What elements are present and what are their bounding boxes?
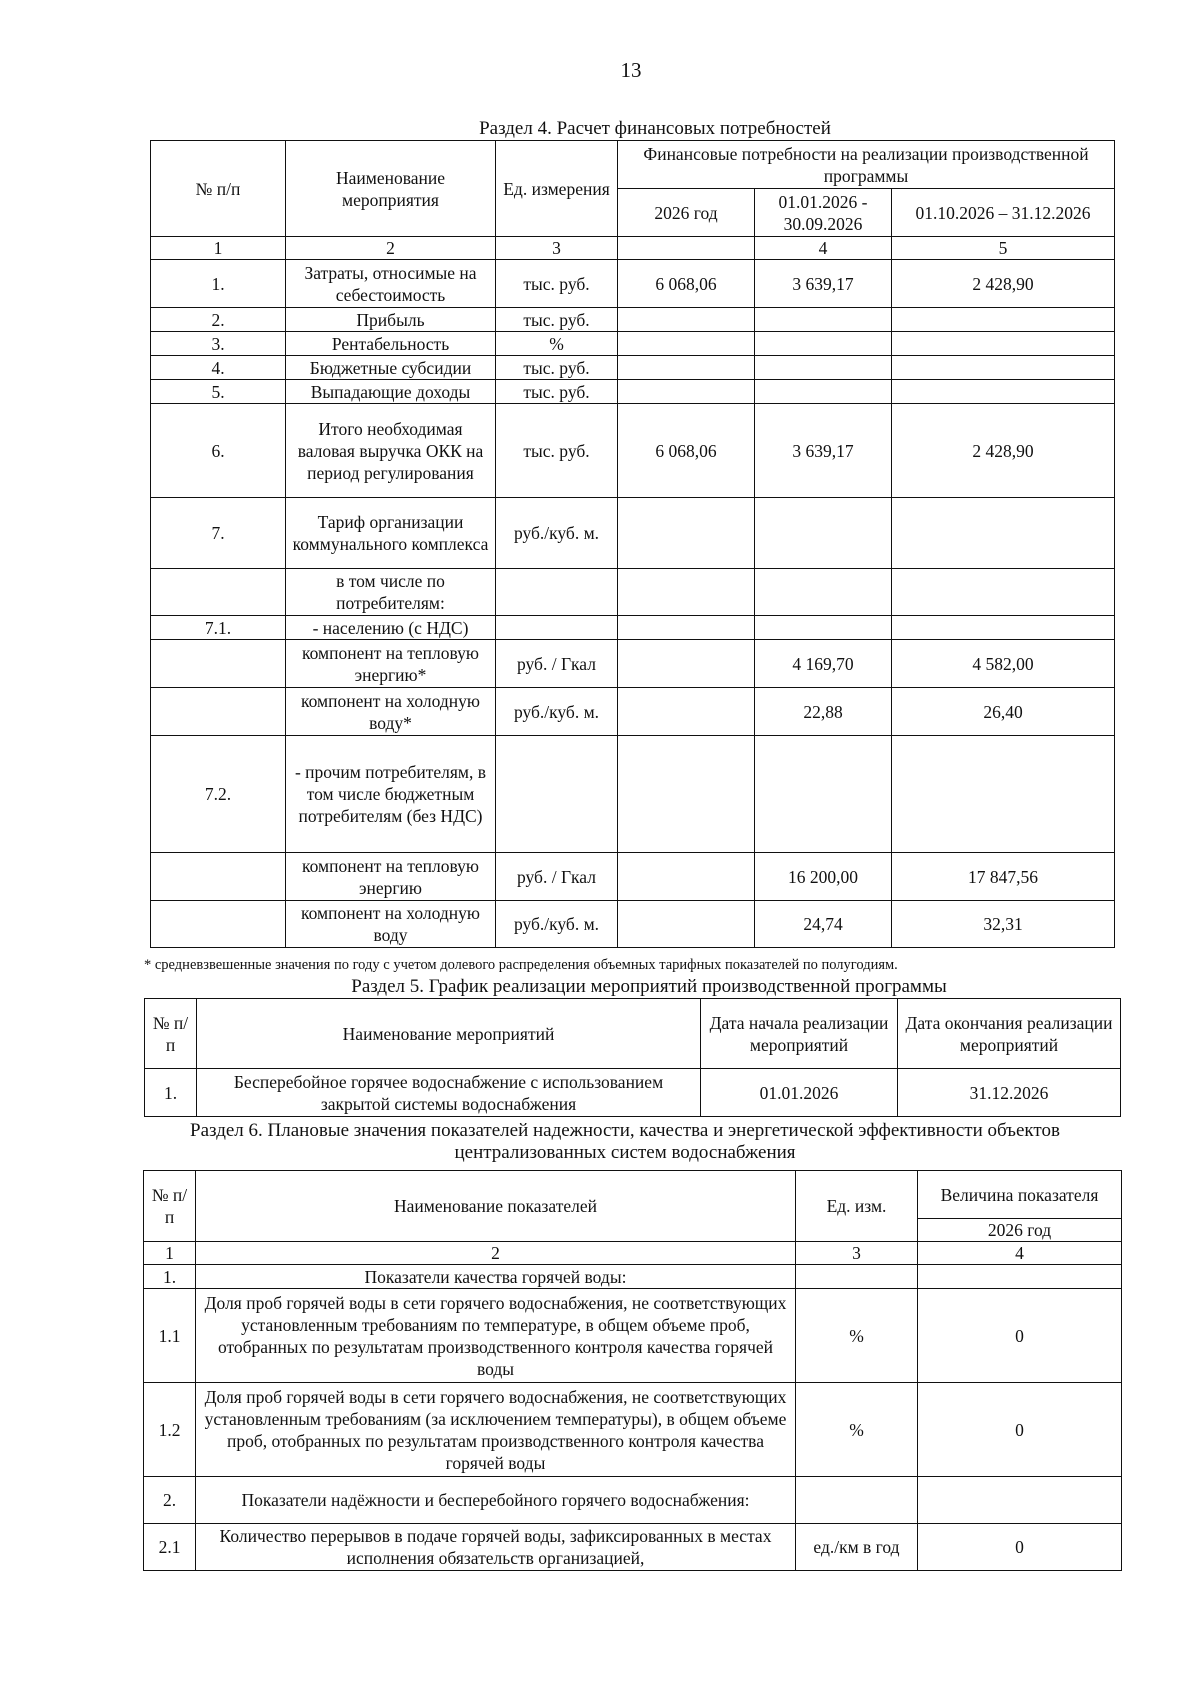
colnum [618, 237, 755, 260]
table-row-num [151, 640, 286, 688]
table-row-vp2: 32,31 [892, 901, 1115, 948]
table-row-vp1: 16 200,00 [755, 853, 892, 901]
colnum: 2 [286, 237, 496, 260]
table-row-vp2 [892, 569, 1115, 616]
table-row-v2026 [618, 616, 755, 640]
table-row-num: 1. [144, 1265, 196, 1289]
table-row-name: в том числе по потребителям: [286, 569, 496, 616]
table-row-num [151, 853, 286, 901]
table-row-vp1 [755, 308, 892, 332]
table-row-unit: руб./куб. м. [496, 688, 618, 736]
colnum: 4 [755, 237, 892, 260]
header-period1: 01.01.2026 - 30.09.2026 [755, 189, 892, 237]
table-row-vp1 [755, 616, 892, 640]
table-row-vp1: 3 639,17 [755, 260, 892, 308]
table-row-value: 0 [918, 1524, 1122, 1571]
table-row-unit: ед./км в год [796, 1524, 918, 1571]
table-row-vp1 [755, 332, 892, 356]
table-row-name: Доля проб горячей воды в сети горячего водоснабжения, не соответствующих установленным требованиям (за исключением температуры), в общем объеме проб, отобранных по результатам производственного контроля качества горячей воды [196, 1383, 796, 1477]
colnum: 4 [918, 1242, 1122, 1265]
section5-table [144, 998, 1121, 1117]
footnote: * средневзвешенные значения по году с учетом долевого распределения объемных тарифных показателей по полугодиям. [144, 957, 898, 973]
page-number: 13 [620, 58, 642, 82]
table-row-unit: тыс. руб. [496, 356, 618, 380]
table-row-v2026 [618, 569, 755, 616]
section4-title: Раздел 4. Расчет финансовых потребностей [479, 118, 831, 139]
table-row-unit: руб./куб. м. [496, 498, 618, 569]
table-row-v2026 [618, 688, 755, 736]
table-row-v2026 [618, 853, 755, 901]
header-period2: 01.10.2026 – 31.12.2026 [892, 189, 1115, 237]
table-row-v2026 [618, 498, 755, 569]
table-row-unit: тыс. руб. [496, 380, 618, 404]
table-row-vp2: 2 428,90 [892, 404, 1115, 498]
table-row-num [151, 901, 286, 948]
table-row-value [918, 1265, 1122, 1289]
table-row-vp2 [892, 380, 1115, 404]
table-row-num: 1.2 [144, 1383, 196, 1477]
section4-table [150, 140, 1115, 948]
table-row-v2026 [618, 308, 755, 332]
table-row-name: Количество перерывов в подаче горячей воды, зафиксированных в местах исполнения обязательств организацией, [196, 1524, 796, 1571]
table-row-num: 7.1. [151, 616, 286, 640]
header-unit: Ед. измерения [496, 141, 618, 237]
table-row-vp1 [755, 498, 892, 569]
table-row-num: 2. [144, 1477, 196, 1524]
header-name: Наименование показателей [196, 1171, 796, 1242]
table-row-unit: тыс. руб. [496, 404, 618, 498]
table-row-vp1 [755, 356, 892, 380]
table-row-name: Показатели качества горячей воды: [196, 1265, 796, 1289]
table-row-name: Итого необходимая валовая выручка ОКК на период регулирования [286, 404, 496, 498]
table-row-num: 1. [145, 1069, 197, 1117]
table-row-name: компонент на холодную воду [286, 901, 496, 948]
table-row-vp2 [892, 356, 1115, 380]
header-value: Величина показателя [918, 1171, 1122, 1219]
header-num: № п/п [151, 141, 286, 237]
header-year: 2026 год [918, 1219, 1122, 1242]
table-row-v2026 [618, 736, 755, 853]
header-end: Дата окончания реализации мероприятий [898, 999, 1121, 1069]
header-start: Дата начала реализации мероприятий [701, 999, 898, 1069]
table-row-unit: % [796, 1289, 918, 1383]
table-row-name: Бюджетные субсидии [286, 356, 496, 380]
table-row-v2026: 6 068,06 [618, 260, 755, 308]
table-row-vp1 [755, 569, 892, 616]
table-row-v2026 [618, 332, 755, 356]
table-row-num: 1.1 [144, 1289, 196, 1383]
table-row-vp1: 22,88 [755, 688, 892, 736]
colnum: 3 [496, 237, 618, 260]
table-row-vp2 [892, 498, 1115, 569]
header-unit: Ед. изм. [796, 1171, 918, 1242]
table-row-end: 31.12.2026 [898, 1069, 1121, 1117]
table-row-vp2 [892, 332, 1115, 356]
table-row-vp2: 2 428,90 [892, 260, 1115, 308]
table-row-v2026 [618, 901, 755, 948]
table-row-vp1 [755, 736, 892, 853]
table-row-unit: % [496, 332, 618, 356]
table-row-num: 4. [151, 356, 286, 380]
table-row-vp2: 4 582,00 [892, 640, 1115, 688]
table-row-name: Выпадающие доходы [286, 380, 496, 404]
table-row-vp1: 3 639,17 [755, 404, 892, 498]
table-row-num: 5. [151, 380, 286, 404]
table-row-unit: руб. / Гкал [496, 853, 618, 901]
table-row-v2026 [618, 380, 755, 404]
section5-title: Раздел 5. График реализации мероприятий производственной программы [351, 976, 947, 997]
colnum: 3 [796, 1242, 918, 1265]
section6-title: Раздел 6. Плановые значения показателей надежности, качества и энергетической эффективности объектов централизованных систем водоснабжения [190, 1120, 1060, 1163]
table-row-name: Бесперебойное горячее водоснабжение с использованием закрытой системы водоснабжения [197, 1069, 701, 1117]
table-row-num: 6. [151, 404, 286, 498]
table-row-num: 2. [151, 308, 286, 332]
table-row-unit [496, 569, 618, 616]
colnum: 2 [196, 1242, 796, 1265]
table-row-name: компонент на холодную воду* [286, 688, 496, 736]
colnum: 1 [144, 1242, 196, 1265]
table-row-value: 0 [918, 1383, 1122, 1477]
table-row-unit: руб. / Гкал [496, 640, 618, 688]
header-name: Наименование мероприятия [286, 141, 496, 237]
table-row-name: Рентабельность [286, 332, 496, 356]
table-row-name: компонент на тепловую энергию* [286, 640, 496, 688]
table-row-vp1: 24,74 [755, 901, 892, 948]
table-row-name: Доля проб горячей воды в сети горячего водоснабжения, не соответствующих установленным требованиям по температуре, в общем объеме проб, отобранных по результатам производственного контроля качества горячей воды [196, 1289, 796, 1383]
table-row-unit [796, 1265, 918, 1289]
table-row-value [918, 1477, 1122, 1524]
table-row-name: Прибыль [286, 308, 496, 332]
table-row-vp2: 17 847,56 [892, 853, 1115, 901]
header-fin: Финансовые потребности на реализации производственной программы [618, 141, 1115, 189]
table-row-name: - прочим потребителям, в том числе бюджетным потребителям (без НДС) [286, 736, 496, 853]
table-row-unit: тыс. руб. [496, 260, 618, 308]
table-row-num: 3. [151, 332, 286, 356]
table-row-vp1: 4 169,70 [755, 640, 892, 688]
header-num: № п/п [144, 1171, 196, 1242]
table-row-value: 0 [918, 1289, 1122, 1383]
table-row-num: 7. [151, 498, 286, 569]
table-row-num: 7.2. [151, 736, 286, 853]
table-row-vp2 [892, 308, 1115, 332]
colnum: 1 [151, 237, 286, 260]
table-row-name: Тариф организации коммунального комплекса [286, 498, 496, 569]
table-row-unit [496, 736, 618, 853]
table-row-unit [796, 1477, 918, 1524]
table-row-name: компонент на тепловую энергию [286, 853, 496, 901]
header-2026: 2026 год [618, 189, 755, 237]
section6-table [143, 1170, 1122, 1571]
colnum: 5 [892, 237, 1115, 260]
header-num: № п/п [145, 999, 197, 1069]
table-row-vp2 [892, 736, 1115, 853]
table-row-name: Затраты, относимые на себестоимость [286, 260, 496, 308]
table-row-num: 2.1 [144, 1524, 196, 1571]
table-row-vp1 [755, 380, 892, 404]
table-row-num: 1. [151, 260, 286, 308]
table-row-unit: тыс. руб. [496, 308, 618, 332]
table-row-unit: % [796, 1383, 918, 1477]
table-row-name: - населению (с НДС) [286, 616, 496, 640]
header-name: Наименование мероприятий [197, 999, 701, 1069]
table-row-v2026 [618, 640, 755, 688]
table-row-unit [496, 616, 618, 640]
table-row-name: Показатели надёжности и бесперебойного горячего водоснабжения: [196, 1477, 796, 1524]
table-row-vp2 [892, 616, 1115, 640]
table-row-v2026 [618, 356, 755, 380]
table-row-v2026: 6 068,06 [618, 404, 755, 498]
table-row-num [151, 569, 286, 616]
table-row-unit: руб./куб. м. [496, 901, 618, 948]
table-row-vp2: 26,40 [892, 688, 1115, 736]
table-row-start: 01.01.2026 [701, 1069, 898, 1117]
table-row-num [151, 688, 286, 736]
